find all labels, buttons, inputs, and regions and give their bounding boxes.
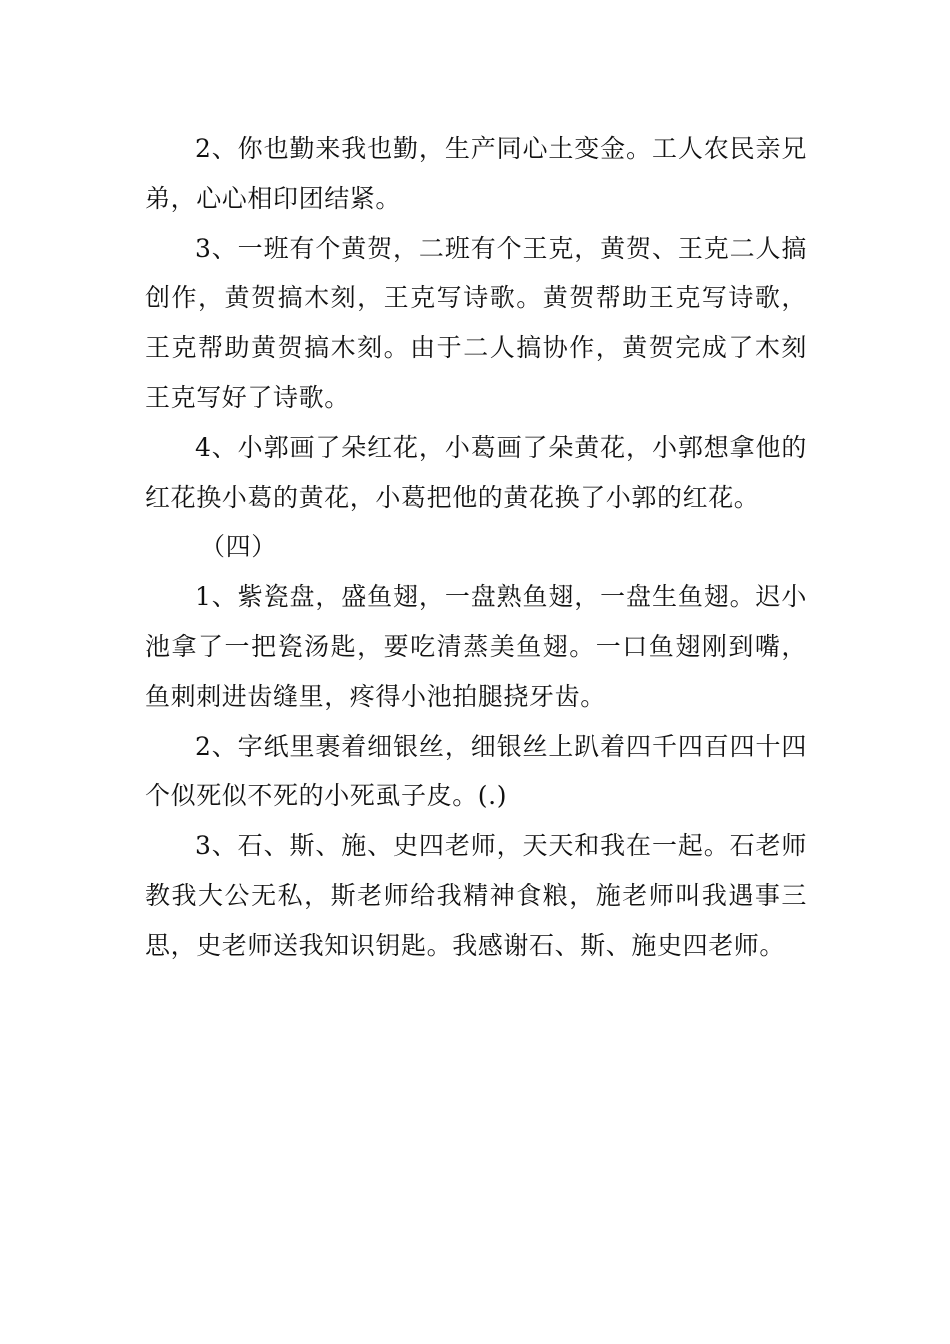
section-paragraph-2: 2、字纸里裹着细银丝，细银丝上趴着四千四百四十四个似死似不死的小死虱子皮。(.)	[145, 731, 807, 811]
section-paragraph-3: 3、石、斯、施、史四老师，天天和我在一起。石老师教我大公无私，斯老师给我精神食粮，施老师叫我遇事三思，史老师送我知识钥匙。我感谢石、斯、施史四老师。	[145, 831, 807, 960]
paragraph-item-4: 4、小郭画了朵红花，小葛画了朵黄花，小郭想拿他的红花换小葛的黄花，小葛把他的黄花换了小郭的红花。	[145, 432, 807, 512]
paragraph-item-3: 3、一班有个黄贺，二班有个王克，黄贺、王克二人搞创作，黄贺搞木刻，王克写诗歌。黄贺帮助王克写诗歌，王克帮助黄贺搞木刻。由于二人搞协作，黄贺完成了木刻王克写好了诗歌。	[145, 233, 807, 412]
section-paragraph-1: 1、紫瓷盘，盛鱼翅，一盘熟鱼翅，一盘生鱼翅。迟小池拿了一把瓷汤匙，要吃清蒸美鱼翅。一口鱼翅刚到嘴，鱼刺刺进齿缝里，疼得小池拍腿挠牙齿。	[145, 582, 807, 711]
document-body	[145, 124, 807, 971]
section-heading: （四）	[200, 532, 277, 562]
paragraph-item-2: 2、你也勤来我也勤，生产同心土变金。工人农民亲兄弟，心心相印团结紧。	[145, 134, 807, 213]
